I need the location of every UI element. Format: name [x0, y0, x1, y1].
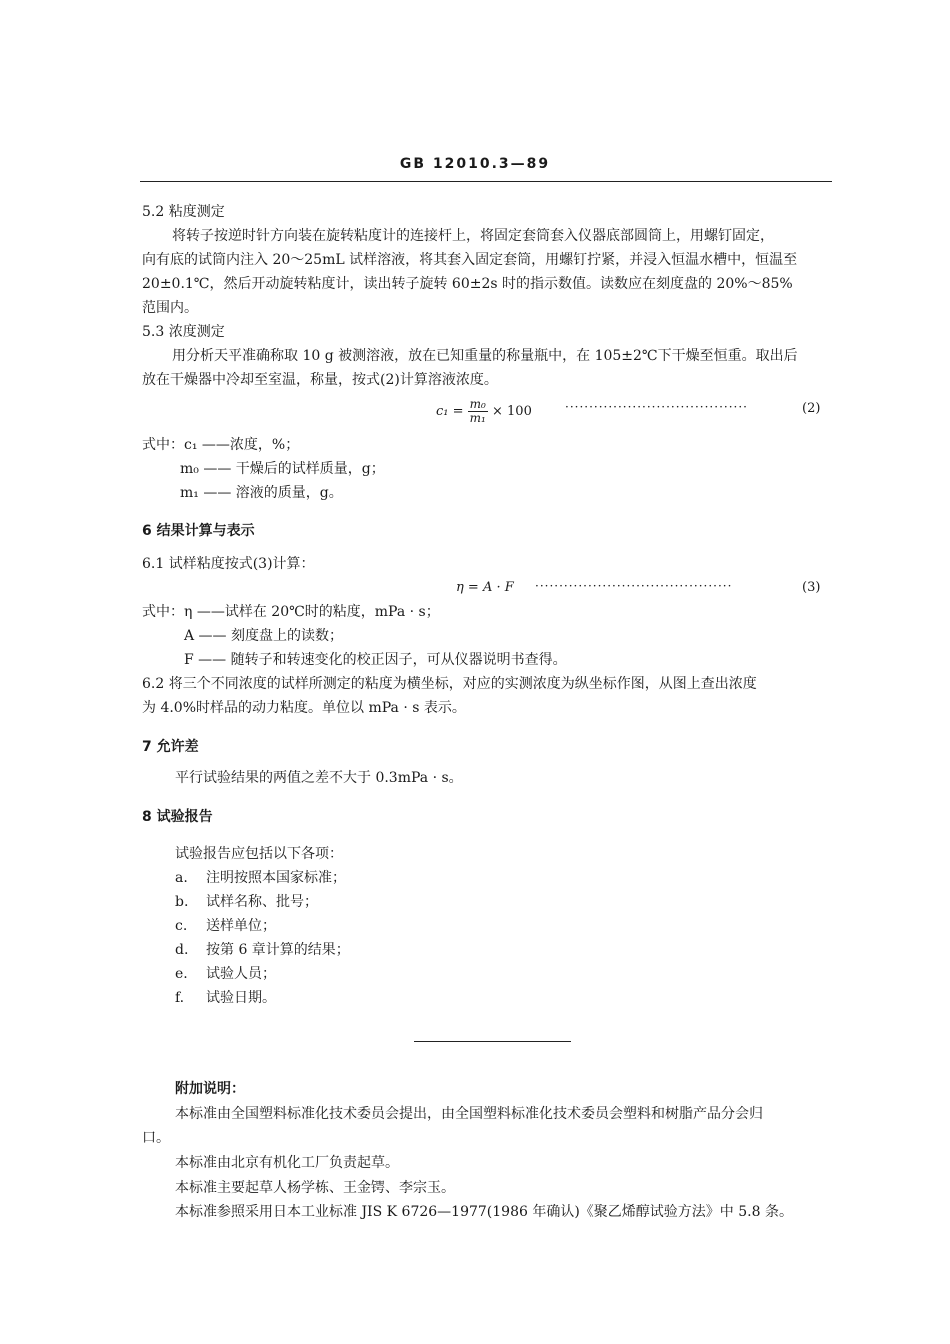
end-separator — [414, 1041, 571, 1042]
formula-3-where-3: F —— 随转子和转速变化的校正因子，可从仪器说明书查得。 — [184, 652, 567, 668]
notes-line-1: 本标准由全国塑料标准化技术委员会提出，由全国塑料标准化技术委员会塑料和树脂产品分会归 — [175, 1106, 763, 1122]
section-8-intro: 试验报告应包括以下各项： — [175, 846, 343, 862]
section-5-3-line-2: 放在干燥器中冷却至室温，称量，按式(2)计算溶液浓度。 — [142, 372, 498, 388]
section-8-title: 8 试验报告 — [142, 809, 213, 825]
formula-2 — [436, 398, 532, 425]
report-item-label: c. — [175, 918, 188, 934]
report-item-text: 试验日期。 — [206, 990, 276, 1006]
report-item-text: 送样单位； — [206, 918, 276, 934]
report-item-text: 注明按照本国家标准； — [206, 870, 346, 886]
formula-2-denominator: m₁ — [469, 411, 486, 425]
report-item-text: 试样名称、批号； — [206, 894, 318, 910]
report-item-label: b. — [175, 894, 189, 910]
section-5-2-line-2: 向有底的试筒内注入 20～25mL 试样溶液，将其套入固定套筒，用螺钉拧紧，并浸入恒温水槽中，恒温至 — [142, 252, 798, 268]
section-6-2-line-1: 6.2 将三个不同浓度的试样所测定的粘度为横坐标，对应的实测浓度为纵坐标作图，从图上查出浓度 — [142, 676, 757, 692]
formula-2-where-2: m₀ —— 干燥后的试样质量，g； — [180, 461, 385, 477]
section-7-text: 平行试验结果的两值之差不大于 0.3mPa · s。 — [175, 770, 463, 786]
section-7-title: 7 允许差 — [142, 739, 199, 755]
formula-2-leader: ······································ — [565, 400, 748, 414]
section-5-3-title: 5.3 浓度测定 — [142, 324, 225, 340]
section-6-1: 6.1 试样粘度按式(3)计算： — [142, 556, 315, 572]
section-5-3-line-1: 用分析天平准确称取 10 g 被测溶液，放在已知重量的称量瓶中，在 105±2℃下干燥至恒重。取出后 — [172, 348, 798, 364]
formula-2-rhs: × 100 — [492, 404, 532, 419]
notes-line-4: 本标准主要起草人杨学栋、王金锷、李宗玉。 — [175, 1180, 455, 1196]
notes-line-3: 本标准由北京有机化工厂负责起草。 — [175, 1155, 399, 1171]
report-item-text: 试验人员； — [206, 966, 276, 982]
report-item-label: e. — [175, 966, 188, 982]
header-rule — [140, 181, 832, 182]
section-5-2-line-1: 将转子按逆时针方向装在旋转粘度计的连接杆上，将固定套筒套入仪器底部圆筒上，用螺钉固定， — [172, 228, 774, 244]
formula-3-where-2: A —— 刻度盘上的读数； — [184, 628, 344, 644]
notes-title: 附加说明： — [175, 1081, 245, 1097]
formula-2-lhs: c₁ = — [436, 404, 464, 419]
formula-3-number: (3) — [802, 580, 821, 595]
formula-2-where-1: 式中：c₁ ——浓度，%； — [142, 437, 300, 453]
section-6-title: 6 结果计算与表示 — [142, 523, 255, 539]
formula-2-number: (2) — [802, 401, 821, 416]
report-item-text: 按第 6 章计算的结果； — [206, 942, 350, 958]
report-item-label: d. — [175, 942, 189, 958]
page-header-code: GB 12010.3—89 — [399, 156, 551, 172]
formula-2-numerator: m₀ — [469, 397, 486, 411]
section-5-2-title: 5.2 粘度测定 — [142, 204, 225, 220]
formula-2-where-3: m₁ —— 溶液的质量，g。 — [180, 485, 343, 501]
report-item-label: a. — [175, 870, 188, 886]
formula-2-fraction — [468, 398, 488, 425]
notes-line-5: 本标准参照采用日本工业标准 JIS K 6726—1977(1986 年确认)《聚乙烯醇试验方法》中 5.8 条。 — [175, 1204, 793, 1220]
report-item-label: f. — [175, 990, 185, 1006]
formula-3: η = A · F — [456, 580, 514, 595]
formula-3-where-1: 式中：η ——试样在 20℃时的粘度，mPa · s； — [142, 604, 440, 620]
section-6-2-line-2: 为 4.0%时样品的动力粘度。单位以 mPa · s 表示。 — [142, 700, 466, 716]
formula-3-leader: ········································· — [535, 579, 733, 593]
section-5-2-line-3: 20±0.1℃，然后开动旋转粘度计，读出转子旋转 60±2s 时的指示数值。读数应在刻度盘的 20%～85% — [142, 276, 793, 292]
notes-line-2: 口。 — [142, 1130, 170, 1146]
section-5-2-line-4: 范围内。 — [142, 300, 198, 316]
